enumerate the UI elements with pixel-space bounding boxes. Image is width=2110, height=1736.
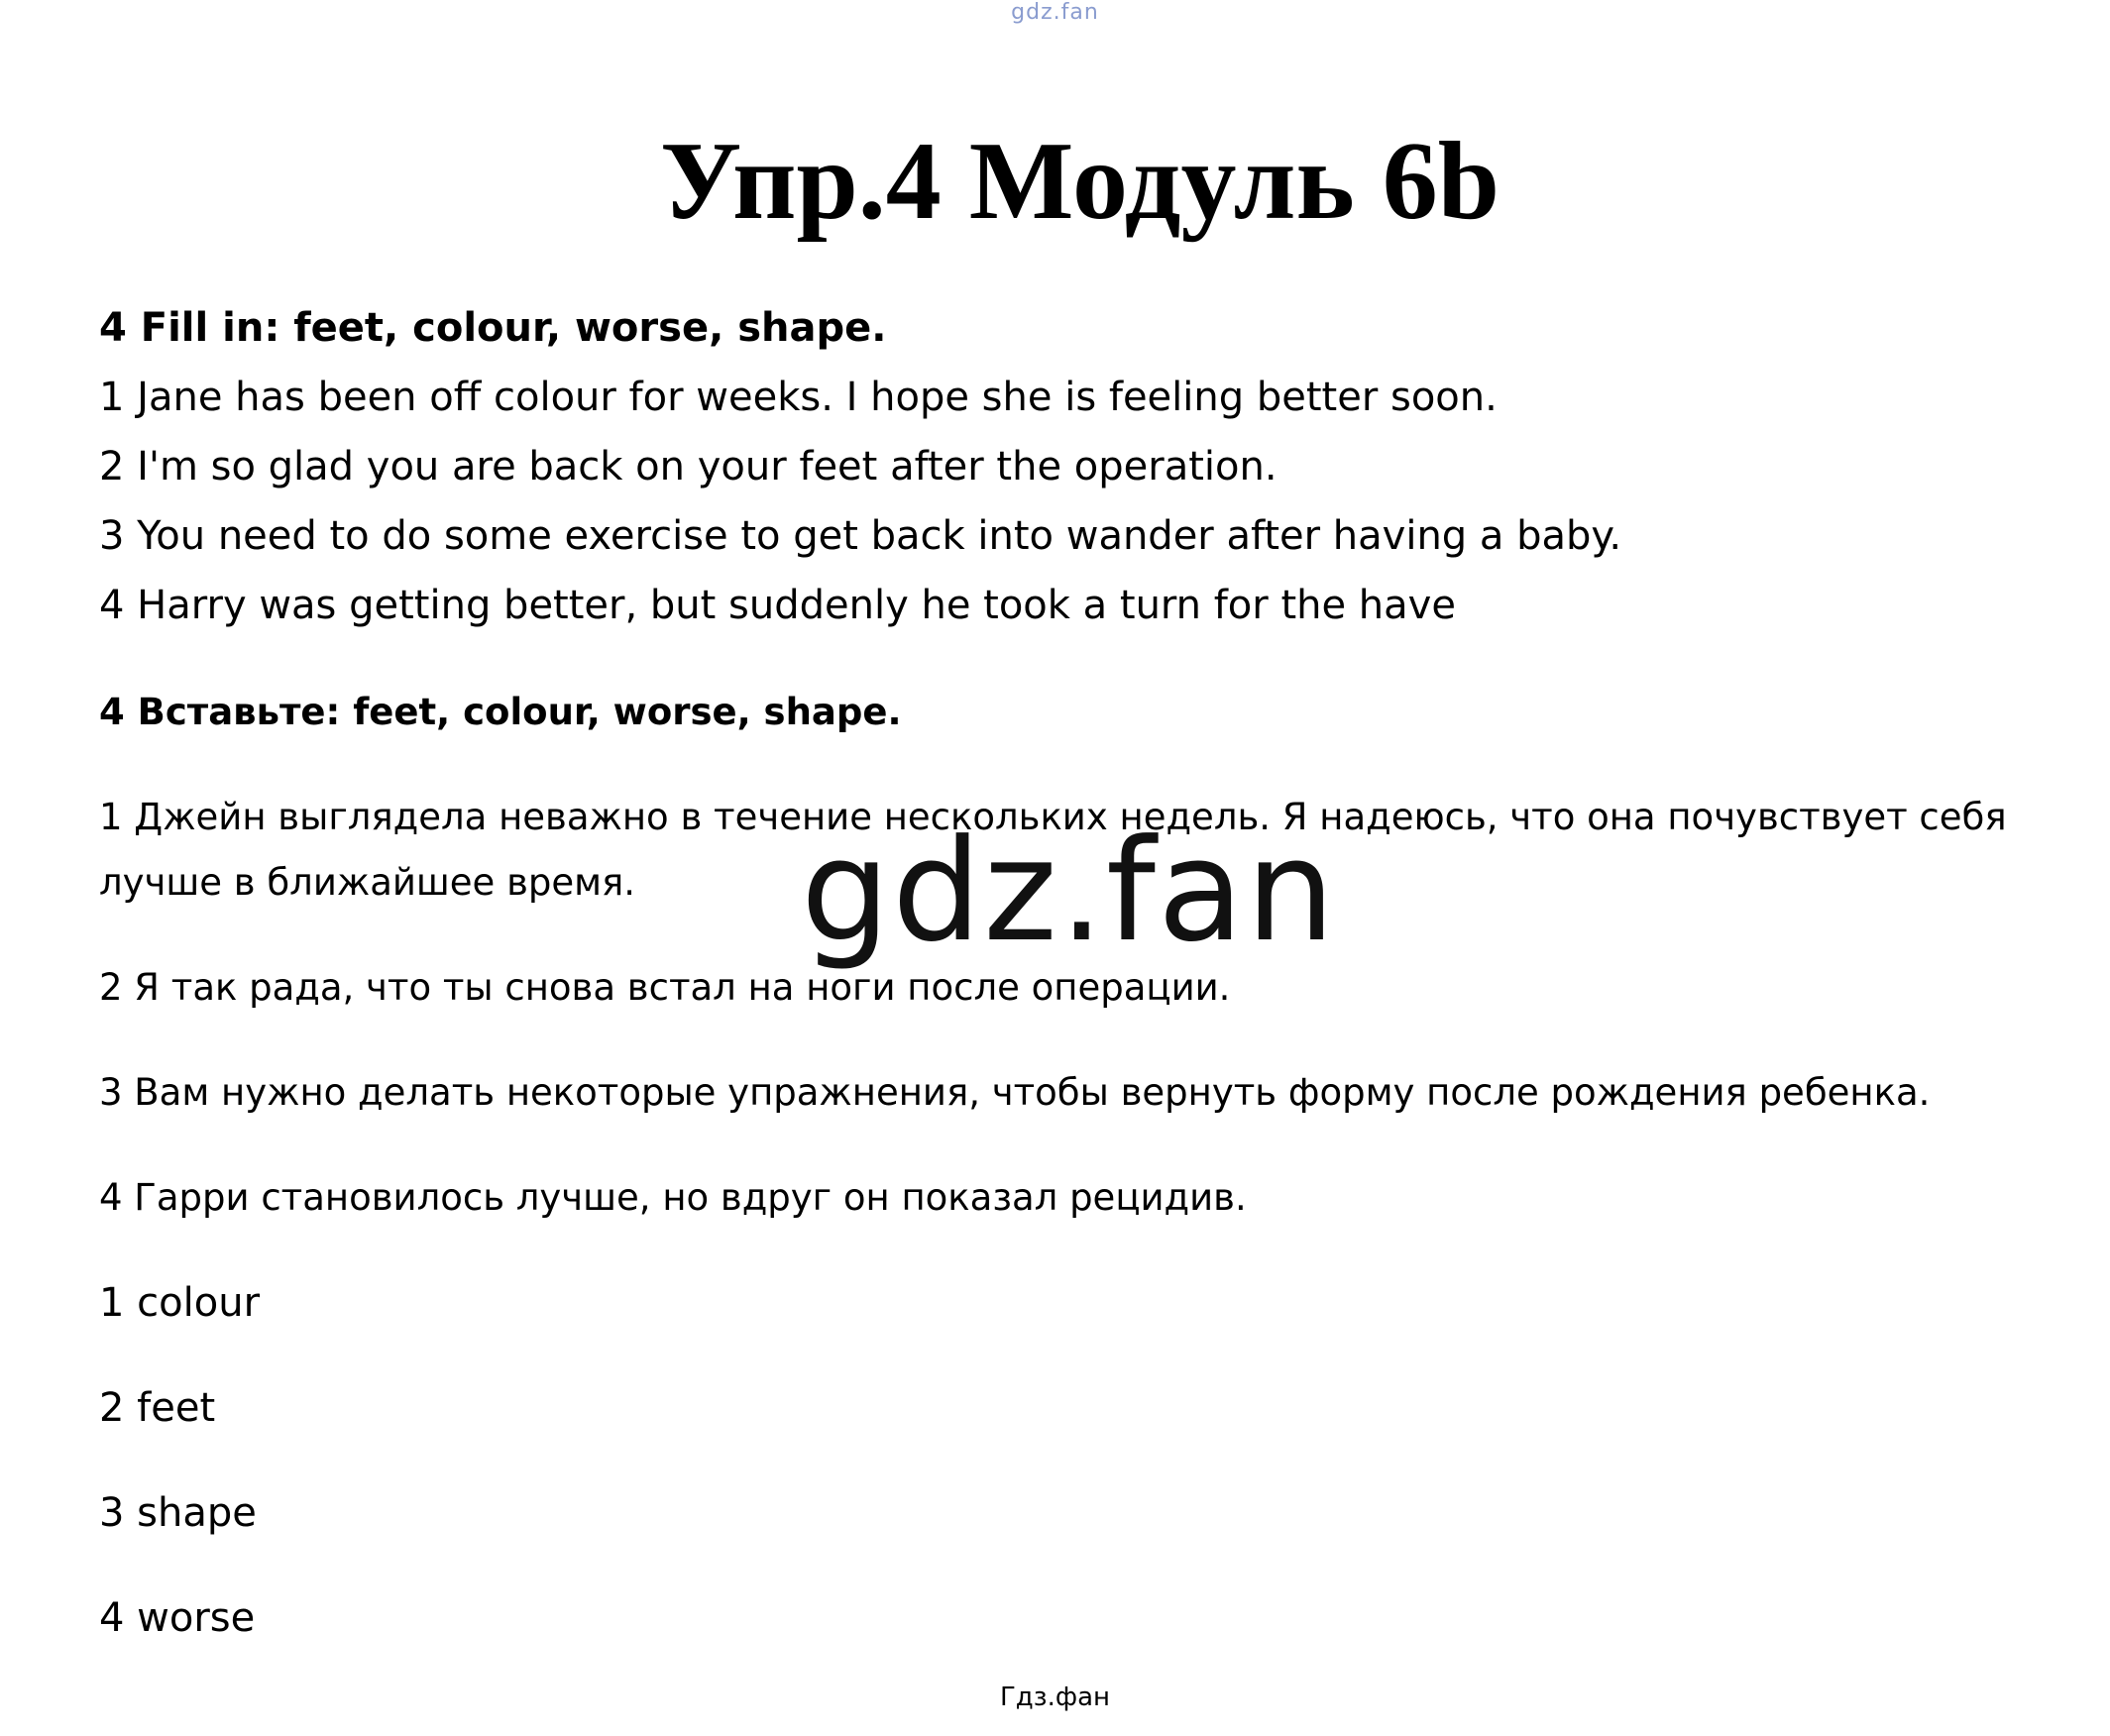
russian-sentence-1b: лучше в ближайшее время. xyxy=(99,861,636,904)
english-instruction: 4 Fill in: feet, colour, worse, shape. xyxy=(99,305,887,351)
english-sentence-2: 2 I'm so glad you are back on your feet after the operation. xyxy=(99,444,1277,489)
russian-sentence-1a: 1 Джейн выглядела неважно в течение нескольких недель. Я надеюсь, что она почувствует себя xyxy=(99,796,2007,838)
watermark: gdz.fan xyxy=(801,810,1337,973)
russian-sentence-4: 4 Гарри становилось лучше, но вдруг он показал рецидив. xyxy=(99,1176,1247,1219)
russian-sentence-3: 3 Вам нужно делать некоторые упражнения, чтобы вернуть форму после рождения ребенка. xyxy=(99,1071,1931,1114)
answer-1: 1 colour xyxy=(99,1280,261,1326)
footer-text: Гдз.фан xyxy=(999,1682,1111,1712)
english-sentence-3: 3 You need to do some exercise to get back into wander after having a baby. xyxy=(99,513,1622,559)
site-mark: gdz.fan xyxy=(1011,0,1099,25)
exercise-content xyxy=(99,293,2022,1690)
answer-3: 3 shape xyxy=(99,1490,257,1536)
russian-instruction: 4 Вставьте: feet, colour, worse, shape. xyxy=(99,691,902,733)
answer-2: 2 feet xyxy=(99,1385,216,1431)
english-sentence-4: 4 Harry was getting better, but suddenly he took a turn for the have xyxy=(99,583,1456,628)
answer-4: 4 worse xyxy=(99,1595,256,1641)
page-title: Упр.4 Модуль 6b xyxy=(659,120,1500,243)
english-sentence-1: 1 Jane has been off colour for weeks. I hope she is feeling better soon. xyxy=(99,375,1498,420)
russian-sentence-2: 2 Я так рада, что ты снова встал на ноги после операции. xyxy=(99,966,1231,1009)
